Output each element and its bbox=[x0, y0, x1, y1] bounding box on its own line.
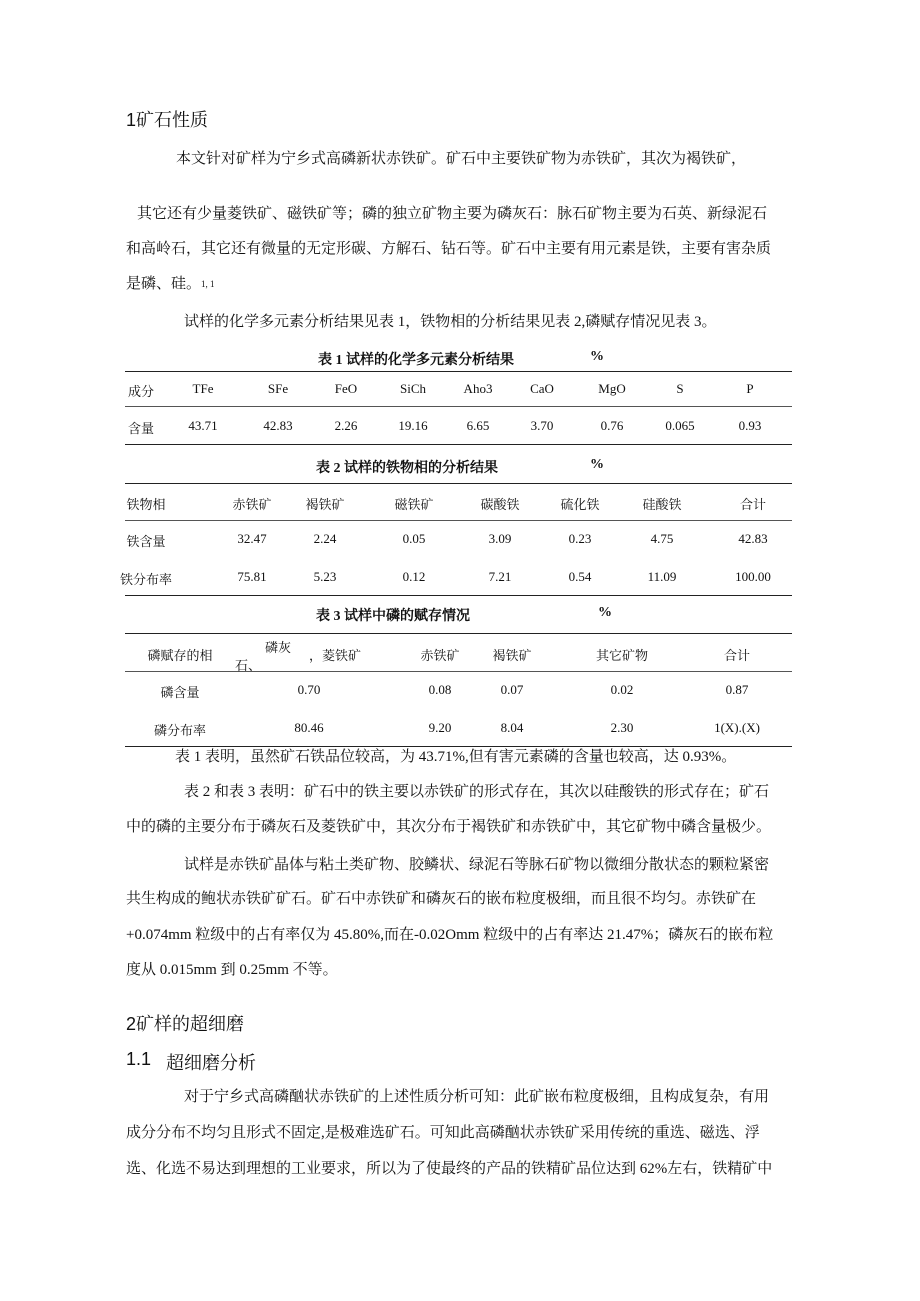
paragraph-line: 成分分布不均匀且形式不固定,是极难选矿石。可知此高磷酗状赤铁矿采用传统的重选、磁选、浮 bbox=[126, 1125, 760, 1141]
table-header-cell: 碳酸铁 bbox=[480, 497, 520, 512]
table-cell: 0.12 bbox=[402, 569, 426, 584]
table-cell: 0.02 bbox=[610, 682, 634, 697]
paragraph-line: 试样是赤铁矿晶体与粘土类矿物、胶鳞状、绿泥石等脉石矿物以微细分散状态的颗粒紧密 bbox=[184, 857, 770, 873]
table-header-cell: 合计 bbox=[723, 648, 751, 663]
table-header-cell: SFe bbox=[267, 381, 289, 396]
paragraph-line: 本文针对矿样为宁乡式高磷新状赤铁矿。矿石中主要铁矿物为赤铁矿，其次为褐铁矿， bbox=[176, 151, 747, 167]
table-header-cell: 磷赋存的相 bbox=[147, 648, 213, 663]
paragraph-line: 表 1 表明，虽然矿石铁品位较高，为 43.71%,但有害元素磷的含量也较高，达 0.93%。 bbox=[175, 749, 737, 765]
table-cell: 32.47 bbox=[237, 531, 267, 546]
table-header-cell: 合计 bbox=[739, 497, 767, 512]
table-cell: 含量 bbox=[127, 421, 155, 436]
table-cell: 0.93 bbox=[738, 418, 762, 433]
rule bbox=[125, 671, 792, 672]
table3-title: 表 3 试样中磷的赋存情况 bbox=[316, 609, 470, 624]
table-header-cell: 硅酸铁 bbox=[642, 497, 682, 512]
table1-title: 表 1 试样的化学多元素分析结果 bbox=[318, 353, 514, 368]
table-cell: 7.21 bbox=[488, 569, 512, 584]
table-header-cell: 磷灰 bbox=[264, 640, 292, 655]
paragraph-line: 其它还有少量菱铁矿、磁铁矿等；磷的独立矿物主要为磷灰石：脉石矿物主要为石英、新绿泥石 bbox=[137, 206, 768, 222]
table-cell: 0.70 bbox=[297, 682, 321, 697]
table-cell: 0.07 bbox=[500, 682, 524, 697]
table3-unit: % bbox=[598, 605, 612, 620]
section-heading: 2矿样的超细磨 bbox=[126, 1014, 245, 1034]
table-cell: 0.065 bbox=[665, 418, 695, 433]
table-header-cell: 成分 bbox=[127, 384, 155, 399]
table-header-cell: 硫化铁 bbox=[560, 497, 600, 512]
table-cell: 2.30 bbox=[610, 720, 634, 735]
table2-unit: % bbox=[590, 457, 604, 472]
table-header-cell: CaO bbox=[530, 381, 554, 396]
subsection-heading: 超细磨分析 bbox=[166, 1053, 256, 1073]
table-cell: 2.26 bbox=[334, 418, 358, 433]
table-header-cell: P bbox=[746, 381, 754, 396]
table-header-cell: ，菱铁矿 bbox=[308, 648, 362, 663]
rule bbox=[125, 444, 792, 445]
table-cell: 42.83 bbox=[738, 531, 768, 546]
table-cell: 0.05 bbox=[402, 531, 426, 546]
table-header-cell: 石、 bbox=[234, 658, 262, 673]
table1-unit: % bbox=[590, 349, 604, 364]
table-header-cell: FeO bbox=[334, 381, 358, 396]
paragraph-line: 度从 0.015mm 到 0.25mm 不等。 bbox=[126, 962, 338, 978]
subsection-number: 1.1 bbox=[126, 1049, 152, 1069]
rule bbox=[125, 483, 792, 484]
table-cell: 2.24 bbox=[313, 531, 337, 546]
paragraph-line: 共生构成的鲍状赤铁矿矿石。矿石中赤铁矿和磷灰石的嵌布粒度极细，而且很不均匀。赤铁矿在 bbox=[126, 891, 757, 907]
paragraph-line: 和高岭石，其它还有微量的无定形碳、方解石、钻石等。矿石中主要有用元素是铁，主要有害杂质 bbox=[126, 241, 772, 257]
table-cell: 1(X).(X) bbox=[714, 720, 760, 735]
table-header-cell: 磁铁矿 bbox=[394, 497, 434, 512]
table-cell: 11.09 bbox=[647, 569, 677, 584]
section-heading: 1矿石性质 bbox=[126, 110, 209, 130]
rule bbox=[125, 595, 792, 596]
table-header-cell: Aho3 bbox=[463, 381, 493, 396]
paragraph-line: 中的磷的主要分布于磷灰石及菱铁矿中，其次分布于褐铁矿和赤铁矿中，其它矿物中磷含量极少。 bbox=[126, 819, 772, 835]
rule bbox=[125, 406, 792, 407]
table-cell: 8.04 bbox=[500, 720, 524, 735]
paragraph-line: 对于宁乡式高磷酗状赤铁矿的上述性质分析可知：此矿嵌布粒度极细，且构成复杂，有用 bbox=[184, 1089, 770, 1105]
rule bbox=[125, 371, 792, 372]
table-cell: 19.16 bbox=[398, 418, 428, 433]
table-header-cell: S bbox=[676, 381, 684, 396]
table-cell: 3.09 bbox=[488, 531, 512, 546]
table-cell: 3.70 bbox=[530, 418, 554, 433]
table-cell: 0.87 bbox=[725, 682, 749, 697]
table-header-cell: TFe bbox=[192, 381, 214, 396]
table-cell: 0.76 bbox=[600, 418, 624, 433]
table-header-cell: 赤铁矿 bbox=[420, 648, 460, 663]
table-cell: 80.46 bbox=[294, 720, 324, 735]
table-cell: 铁分布率 bbox=[119, 572, 173, 587]
table-cell: 磷含量 bbox=[160, 685, 200, 700]
table-header-cell: 褐铁矿 bbox=[492, 648, 532, 663]
text: 是磷、硅。 bbox=[126, 276, 202, 292]
table-cell: 0.23 bbox=[568, 531, 592, 546]
rule bbox=[125, 633, 792, 634]
paragraph-line: +0.074mm 粒级中的占有率仅为 45.80%,而在-0.02Omm 粒级中的占有率达 21.47%；磷灰石的嵌布粒 bbox=[126, 927, 774, 943]
table-cell: 铁含量 bbox=[126, 534, 166, 549]
table-cell: 6.65 bbox=[466, 418, 490, 433]
table-cell: 5.23 bbox=[313, 569, 337, 584]
table-header-cell: SiCh bbox=[399, 381, 427, 396]
table-header-cell: 铁物相 bbox=[126, 497, 166, 512]
paragraph-line bbox=[126, 275, 215, 293]
table-cell: 4.75 bbox=[650, 531, 674, 546]
table-cell: 42.83 bbox=[263, 418, 293, 433]
paragraph-line: 试样的化学多元素分析结果见表 1，铁物相的分析结果见表 2,磷赋存情况见表 3。 bbox=[184, 314, 717, 330]
table-cell: 0.54 bbox=[568, 569, 592, 584]
table-cell: 100.00 bbox=[735, 569, 771, 584]
table2-title: 表 2 试样的铁物相的分析结果 bbox=[316, 461, 498, 476]
rule bbox=[125, 746, 792, 747]
table-header-cell: 赤铁矿 bbox=[232, 497, 272, 512]
table-header-cell: 其它矿物 bbox=[595, 648, 649, 663]
citation: 1, 1 bbox=[201, 279, 215, 289]
table-cell: 43.71 bbox=[188, 418, 218, 433]
table-cell: 75.81 bbox=[237, 569, 267, 584]
paragraph-line: 选、化选不易达到理想的工业要求，所以为了使最终的产品的铁精矿品位达到 62%左右，铁精矿中 bbox=[126, 1161, 773, 1177]
table-cell: 9.20 bbox=[428, 720, 452, 735]
rule bbox=[125, 520, 792, 521]
table-header-cell: MgO bbox=[598, 381, 626, 396]
table-cell: 磷分布率 bbox=[153, 723, 207, 738]
table-header-cell: 褐铁矿 bbox=[305, 497, 345, 512]
table-cell: 0.08 bbox=[428, 682, 452, 697]
paragraph-line: 表 2 和表 3 表明：矿石中的铁主要以赤铁矿的形式存在，其次以硅酸铁的形式存在；矿石 bbox=[184, 784, 770, 800]
